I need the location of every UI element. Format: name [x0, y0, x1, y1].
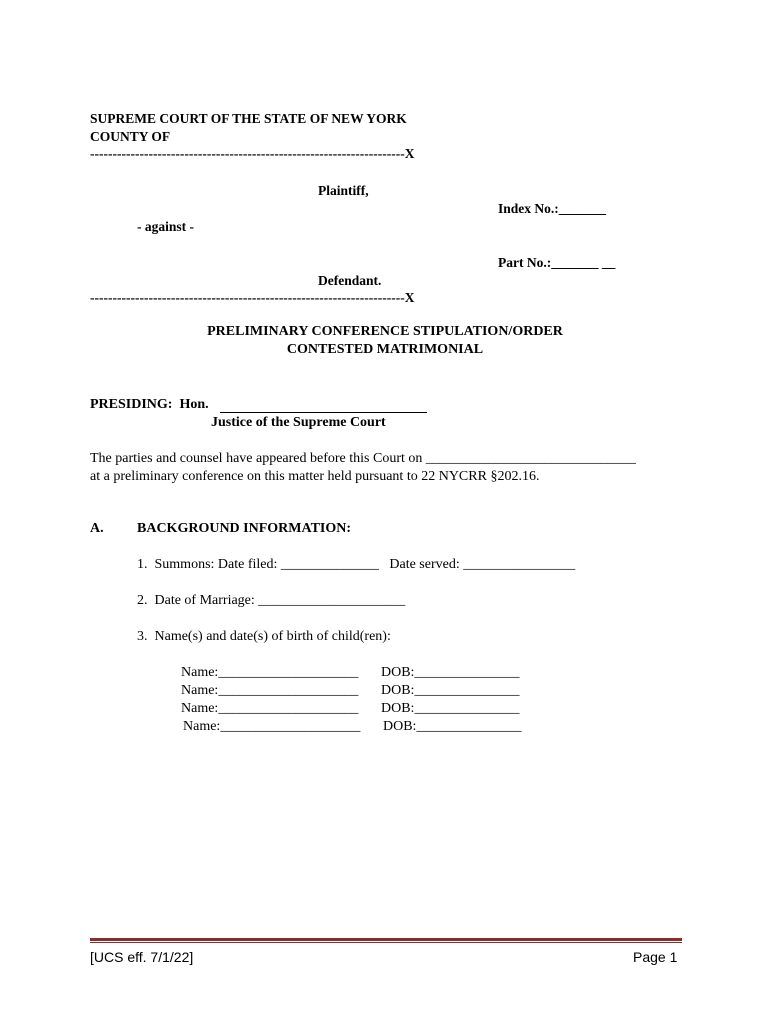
- child-name-field: Name:____________________: [181, 665, 359, 680]
- child-dob-field: DOB:_______________: [381, 665, 520, 680]
- footer-rule-thin: [90, 942, 682, 943]
- defendant-label: Defendant.: [318, 273, 382, 288]
- child-name-field: Name:____________________: [181, 683, 359, 698]
- section-letter: A.: [90, 521, 104, 536]
- intro-line-2: at a preliminary conference on this matter held pursuant to 22 NYCRR §202.16.: [90, 469, 540, 484]
- child-name-field: Name:____________________: [181, 701, 359, 716]
- child-name-field: Name:____________________: [183, 719, 361, 734]
- children-item: 3. Name(s) and date(s) of birth of child(ren):: [137, 629, 391, 644]
- index-number-field: Index No.:_______: [498, 201, 607, 216]
- caption-rule-bottom: ----------------------------------------------------------------------X: [90, 290, 415, 305]
- section-heading: BACKGROUND INFORMATION:: [137, 521, 352, 536]
- footer-rule: [90, 938, 682, 941]
- child-dob-field: DOB:_______________: [383, 719, 522, 734]
- presiding-label: PRESIDING: Hon.: [90, 397, 209, 412]
- justice-title: Justice of the Supreme Court: [211, 415, 386, 430]
- part-number-field: Part No.:_______ __: [498, 255, 616, 270]
- intro-line-1: The parties and counsel have appeared before this Court on ______________________________: [90, 451, 636, 466]
- child-dob-field: DOB:_______________: [381, 683, 520, 698]
- court-name: SUPREME COURT OF THE STATE OF NEW YORK: [90, 111, 407, 126]
- summons-item: 1. Summons: Date filed: ______________ Date served: ________________: [137, 557, 576, 572]
- page-number: Page 1: [633, 949, 678, 965]
- against-label: - against -: [137, 219, 194, 234]
- document-title: PRELIMINARY CONFERENCE STIPULATION/ORDER: [207, 324, 563, 339]
- caption-rule-top: ----------------------------------------------------------------------X: [90, 146, 415, 161]
- judge-name-line: [220, 397, 427, 413]
- document-subtitle: CONTESTED MATRIMONIAL: [286, 342, 484, 357]
- child-dob-field: DOB:_______________: [381, 701, 520, 716]
- county-line: COUNTY OF: [90, 129, 171, 144]
- plaintiff-label: Plaintiff,: [318, 183, 369, 198]
- marriage-date-item: 2. Date of Marriage: _____________________: [137, 593, 406, 608]
- footer-revision: [UCS eff. 7/1/22]: [90, 949, 194, 965]
